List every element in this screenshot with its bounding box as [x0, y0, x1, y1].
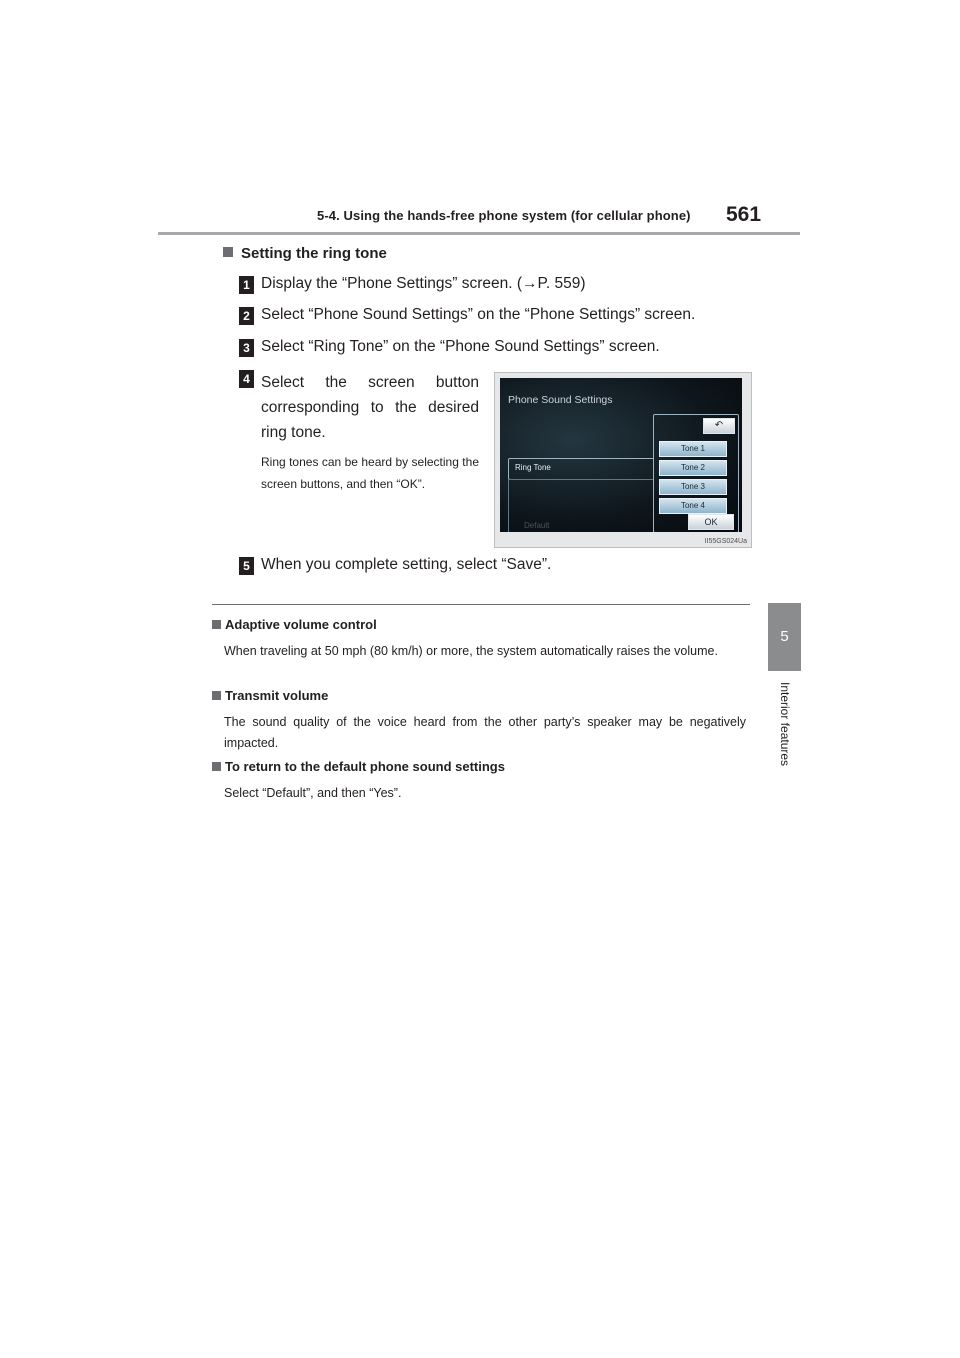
page-number: 561 [726, 203, 762, 226]
step-badge-3: 3 [239, 339, 254, 357]
back-button[interactable] [703, 418, 735, 434]
step-note-4: Ring tones can be heard by selecting the screen buttons, and then “OK”. [261, 455, 479, 491]
square-bullet-icon [212, 691, 221, 700]
step-text-2: Select “Phone Sound Settings” on the “Phone Settings” screen. [261, 306, 696, 323]
screen-divider-top [508, 414, 653, 458]
note-body-2: The sound quality of the voice heard from the other party’s speaker may be negatively impacted. [224, 715, 746, 750]
step-badge-4: 4 [239, 370, 254, 388]
display-screen [500, 378, 742, 532]
note-heading-text-3: To return to the default phone sound settings [225, 759, 505, 774]
step-badge-5: 5 [239, 557, 254, 575]
screen-title: Phone Sound Settings [508, 394, 613, 406]
section-heading [223, 245, 387, 262]
notes-rule [212, 604, 750, 605]
step-badge-1: 1 [239, 276, 254, 294]
square-bullet-icon [212, 620, 221, 629]
step-text-3: Select “Ring Tone” on the “Phone Sound Settings” screen. [261, 338, 660, 355]
running-header: 5-4. Using the hands-free phone system (for cellular phone) [317, 208, 691, 223]
tone-4-button[interactable]: Tone 4 [659, 498, 727, 514]
tone-2-button[interactable]: Tone 2 [659, 460, 727, 476]
section-heading-text: Setting the ring tone [241, 245, 387, 262]
tone-3-button[interactable]: Tone 3 [659, 479, 727, 495]
note-heading-text-1: Adaptive volume control [225, 617, 377, 632]
chapter-label [767, 682, 801, 792]
step-text-1: Display the “Phone Settings” screen. (→P. 559) [261, 275, 586, 292]
chapter-label-text: Interior features [778, 682, 792, 767]
note-heading-3 [212, 759, 505, 774]
note-body-1: When traveling at 50 mph (80 km/h) or more, the system automatically raises the volume. [224, 644, 718, 658]
header-rule [158, 232, 800, 235]
default-button[interactable]: Default [524, 521, 550, 530]
return-arrow-icon: ↶ [714, 420, 724, 431]
screen-illustration [494, 372, 752, 548]
ok-button[interactable]: OK [688, 514, 734, 530]
note-body-3: Select “Default”, and then “Yes”. [224, 786, 402, 800]
ring-tone-row[interactable] [508, 458, 654, 480]
note-heading-text-2: Transmit volume [225, 688, 329, 703]
ring-tone-label: Ring Tone [515, 463, 551, 472]
chapter-tab: 5 [768, 603, 801, 671]
note-heading-1 [212, 617, 377, 632]
square-bullet-icon [223, 247, 233, 257]
tone-1-button[interactable]: Tone 1 [659, 441, 727, 457]
note-heading-2 [212, 688, 328, 703]
image-code: II55GS024Ua [704, 538, 747, 545]
step-badge-2: 2 [239, 307, 254, 325]
step-text-4: Select the screen button corresponding to the desired ring tone. [261, 374, 479, 441]
step-text-5: When you complete setting, select “Save”. [261, 556, 552, 573]
square-bullet-icon [212, 762, 221, 771]
